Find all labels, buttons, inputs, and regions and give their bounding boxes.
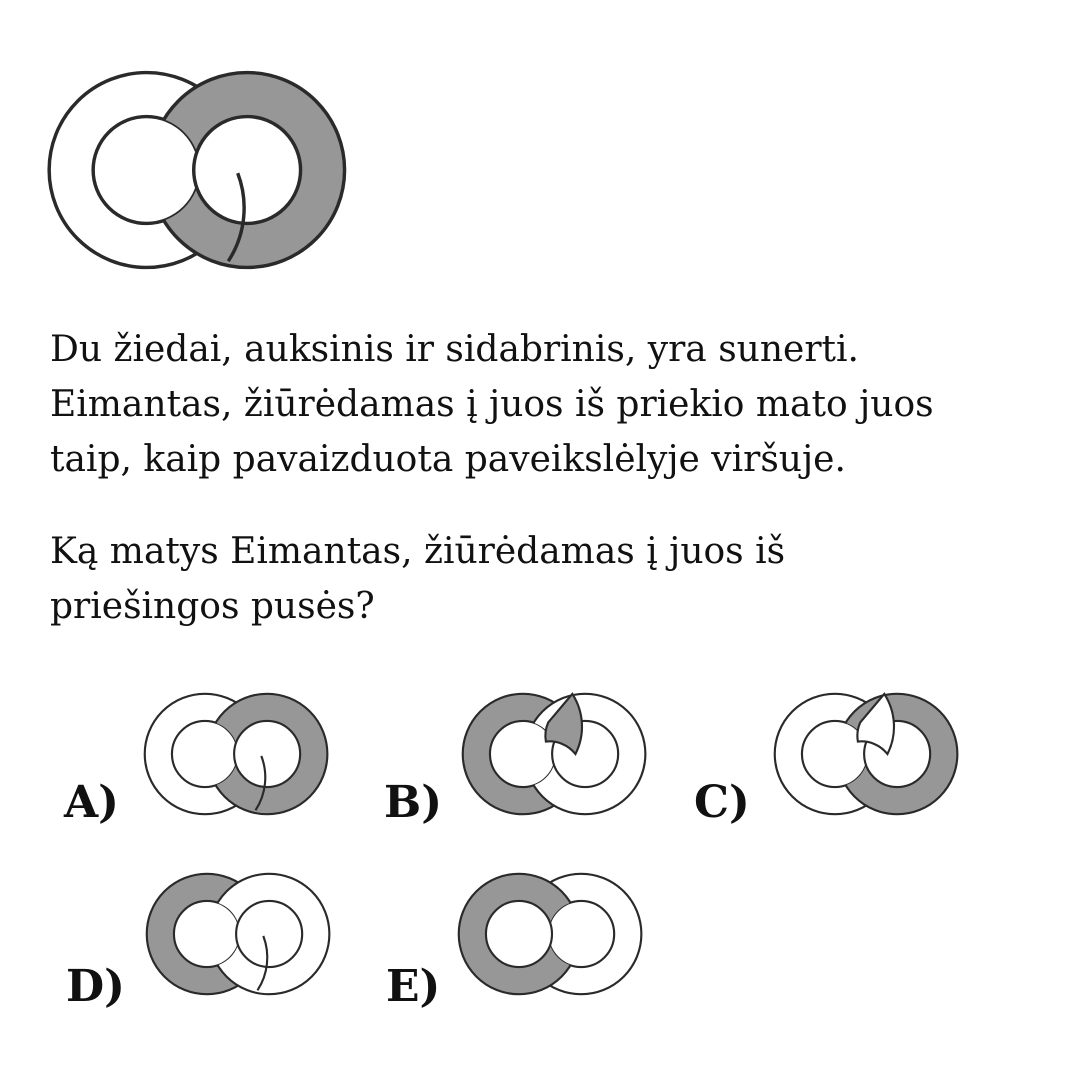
option-b-rings[interactable] [458,686,654,822]
option-c-rings[interactable] [770,686,966,822]
rings-front-view [49,73,344,268]
problem-line: Eimantas, žiūrėdamas į juos iš priekio mato juos [50,384,934,425]
problem-line: taip, kaip pavaizduota paveikslėlyje viršuje. [50,439,846,480]
question-line: priešingos pusės? [50,586,375,627]
question-line: Ką matys Eimantas, žiūrėdamas į juos iš [50,531,786,572]
linked-rings-figure [40,60,360,280]
problem-line: Du žiedai, auksinis ir sidabrinis, yra sunerti. [50,329,859,370]
option-a-rings[interactable] [140,686,336,822]
option-b-label[interactable]: B) [384,777,443,828]
option-c-label[interactable]: C) [694,777,750,828]
option-d-label[interactable]: D) [66,961,125,1012]
question-text [50,524,1050,634]
option-a-label[interactable]: A) [64,777,119,828]
option-e-rings[interactable] [454,866,650,1002]
option-e-label[interactable]: E) [386,961,441,1012]
option-d-rings[interactable] [142,866,338,1002]
problem-text [50,322,1050,487]
